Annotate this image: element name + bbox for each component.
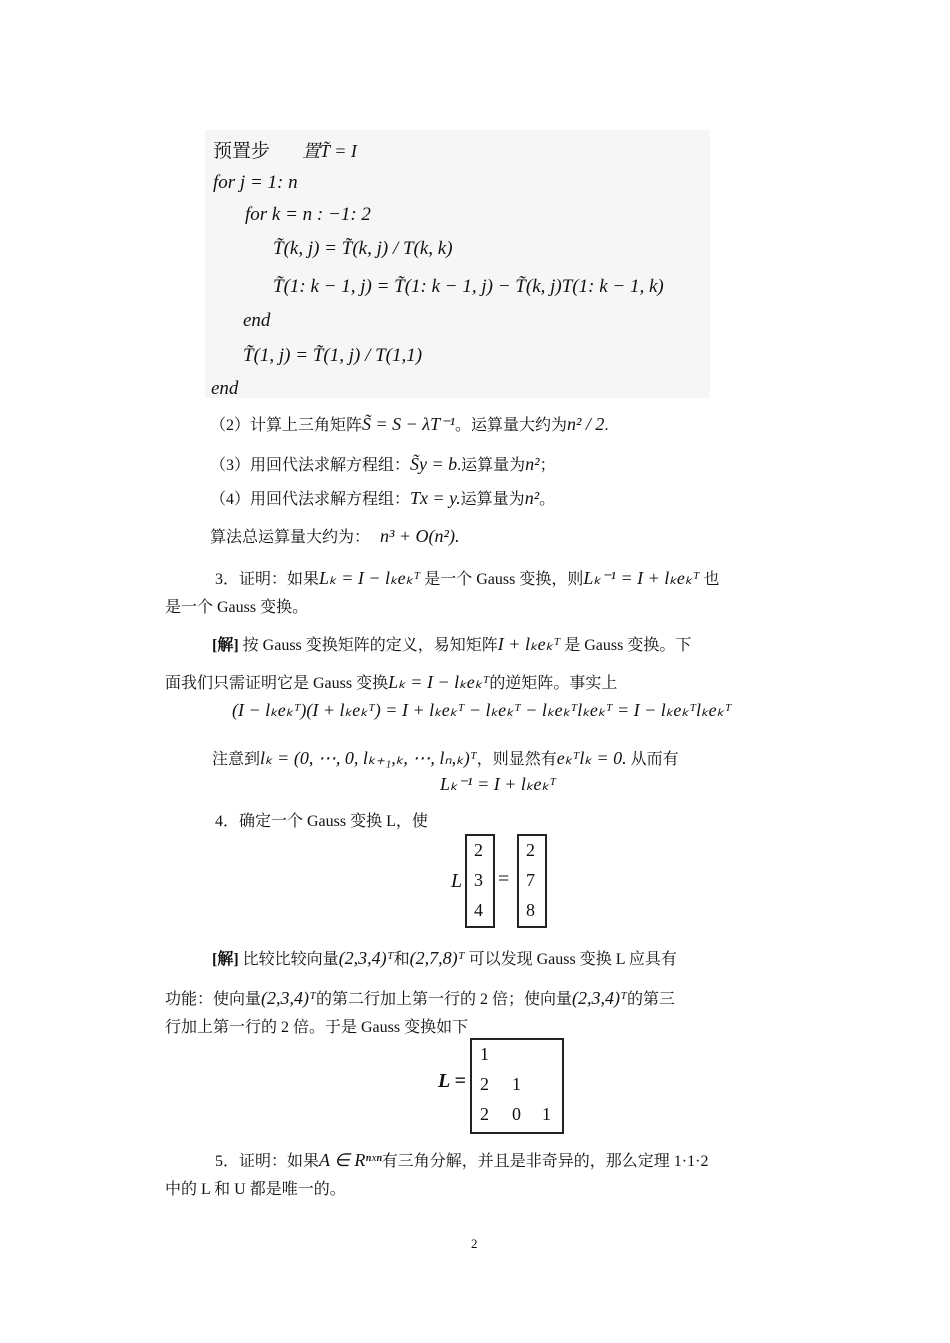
problem-3-solution-math-2: Lₖ = I − lₖeₖᵀ [388,672,490,692]
step-4-text: （4）用回代法求解方程组： [210,491,411,508]
vector-right-entry: 2 [526,840,535,860]
problem-5-math: A ∈ Rⁿˣⁿ [319,1150,382,1170]
algorithm-assign-2: T̃(1: k − 1, j) = T̃(1: k − 1, j) − T̃(k, j)T(1: k − 1, k) [273,276,664,297]
L-matrix-cell: 1 [542,1104,551,1124]
problem-4-solution-line-2 [165,986,675,1009]
step-3 [210,452,556,475]
algorithm-assign-3: T̃(1, j) = T̃(1, j) / T(1,1) [243,345,423,366]
problem-5-line-2: 中的 L 和 U 都是唯一的。 [165,1181,346,1198]
algorithm-for-j: for j = 1: n [213,172,298,193]
problem-3-math-1: Lₖ = I − lₖeₖᵀ [319,568,421,588]
problem-5-tail: 有三角分解，并且是非奇异的，那么定理 1·1·2 [381,1153,709,1170]
problem-3-equation: (I − lₖeₖᵀ)(I + lₖeₖᵀ) = I + lₖeₖᵀ − lₖeₖᵀ − lₖeₖᵀlₖeₖᵀ = I − lₖeₖᵀlₖeₖᵀ [232,700,732,720]
problem-4-vec-2: (2,7,8)ᵀ [409,948,465,968]
problem-4-solution-b: 可以发现 Gauss 变换 L 应具有 [468,951,677,968]
problem-4-lhs-label: L [451,870,463,892]
page-number: 2 [471,1236,478,1251]
L-matrix-cell: 2 [480,1104,489,1124]
step-4-end: 。 [539,491,556,508]
problem-4-solution-a: 比较比较向量 [242,951,339,968]
total-cost-text: 算法总运算量大约为： [210,529,371,546]
problem-5-prefix: 5．证明：如果 [215,1153,320,1170]
problem-3-solution-a: 按 Gauss 变换矩阵的定义，易知矩阵 [242,637,498,654]
step-3-text: （3）用回代法求解方程组： [210,457,411,474]
problem-3-solution-c: 面我们只需证明它是 Gauss 变换 [165,675,389,692]
algorithm-assign-1: T̃(k, j) = T̃(k, j) / T(k, k) [273,238,453,259]
L-matrix-cell: 2 [480,1074,489,1094]
problem-3-solution-b: 是 Gauss 变换。下 [564,637,692,654]
problem-3-prefix: 3．证明：如果 [215,571,320,588]
problem-4-L-label: L = [438,1070,466,1092]
problem-3-math-2: Lₖ⁻¹ = I + lₖeₖᵀ [583,568,700,588]
vector-left-entry: 4 [474,900,483,920]
algorithm-block [205,130,710,398]
problem-3-solution-line-2 [165,670,617,693]
problem-4-statement: 4．确定一个 Gauss 变换 L，使 [215,813,428,830]
step-4 [210,486,555,509]
vector-right-entry: 7 [526,870,535,890]
total-cost-math: n³ + O(n²). [380,526,460,546]
L-matrix-cell: 1 [480,1044,489,1064]
algorithm-end-inner: end [243,310,271,331]
problem-4-L-matrix [470,1038,564,1134]
problem-4-line-2-c: 的第三 [626,991,675,1008]
problem-4-line-2-a: 功能：使向量 [165,991,262,1008]
step-3-cost: n² [525,454,540,474]
step-2-math: S̃ = S − λT⁻¹ [362,414,456,434]
problem-4-solution-line-3: 行加上第一行的 2 倍。于是 Gauss 变换如下 [165,1019,469,1036]
problem-4-vec-1: (2,3,4)ᵀ [338,948,394,968]
problem-3-line-2: 是一个 Gauss 变换。 [165,599,309,616]
problem-3-note-math-2: eₖᵀlₖ = 0. [556,748,627,768]
step-3-tail: .运算量为 [457,457,526,474]
problem-3-solution-d: 的逆矩阵。事实上 [489,675,618,692]
L-matrix-cell: 1 [512,1074,521,1094]
problem-4-line-2-b: 的第二行加上第一行的 2 倍；使向量 [315,991,572,1008]
problem-3-tail: 也 [703,571,720,588]
algorithm-header-math: 置T̃ = I [302,141,357,161]
step-2-end: . [604,417,609,434]
problem-4-solution-line-1 [212,946,677,969]
algorithm-end-outer: end [211,378,239,399]
step-3-end: ； [539,457,556,474]
vector-right-entry: 8 [526,900,535,920]
problem-3-note-a: 注意到 [212,751,261,768]
problem-3-solution-math-1: I + lₖeₖᵀ [497,634,561,654]
vector-left-entry: 2 [474,840,483,860]
problem-4-vec-3: (2,3,4)ᵀ [261,988,316,1008]
step-3-math: S̃y = b [410,454,458,474]
problem-3-note-math: lₖ = (0, ⋯, 0, lₖ₊₁,ₖ, ⋯, lₙ,ₖ)ᵀ [260,748,477,768]
step-2 [210,412,608,435]
step-2-cost: n² / 2 [567,414,605,434]
step-4-tail: 运算量为 [460,491,525,508]
problem-4-vector-right [517,834,547,928]
step-2-tail: 。运算量大约为 [455,417,568,434]
problem-3-statement [215,566,720,589]
problem-4-vector-left [465,834,495,928]
vector-left-entry: 3 [474,870,483,890]
algorithm-for-k: for k = n : −1: 2 [245,204,371,225]
problem-4-and: 和 [393,951,410,968]
step-4-cost: n² [524,488,540,508]
problem-4-equals: = [498,868,510,890]
problem-3-solution-label: [解] [212,637,239,654]
L-matrix-cell: 0 [512,1104,521,1124]
problem-4-vec-4: (2,3,4)ᵀ [571,988,627,1008]
problem-3-note [212,746,679,769]
total-cost [210,524,459,547]
problem-3-solution-line-1 [212,632,691,655]
step-2-text: （2）计算上三角矩阵 [210,417,363,434]
problem-3-note-c: 从而有 [630,751,679,768]
problem-3-conclusion: Lₖ⁻¹ = I + lₖeₖᵀ [440,774,557,794]
problem-3-note-b: ，则显然有 [476,751,557,768]
problem-5-statement [215,1148,708,1171]
step-4-math: Tx = y. [410,488,461,508]
problem-3-mid: 是一个 Gauss 变换，则 [424,571,584,588]
problem-4-solution-label: [解] [212,951,239,968]
algorithm-header-prefix: 预置步 [213,140,271,162]
